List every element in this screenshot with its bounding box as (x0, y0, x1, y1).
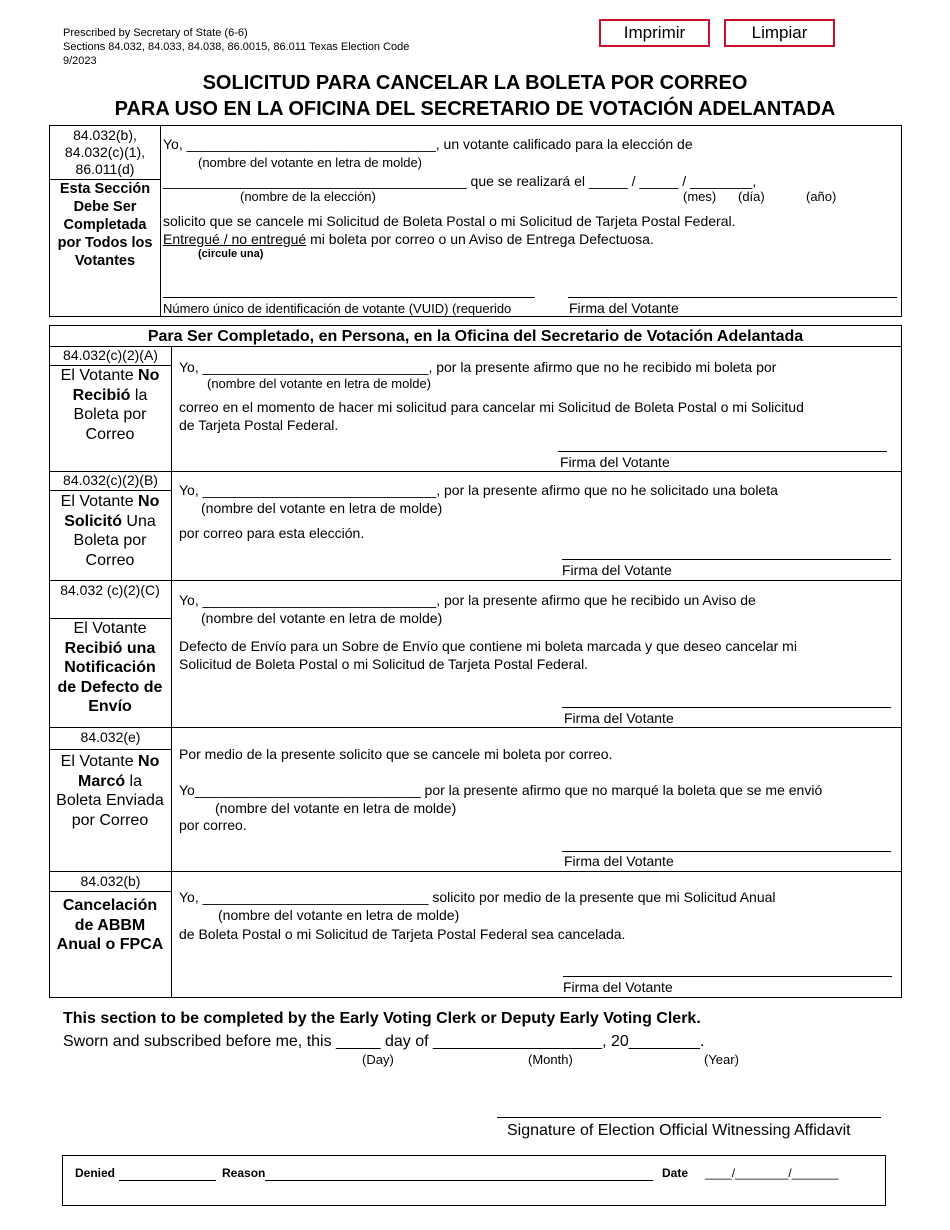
row-c-statement: Yo, ______________________________, por la presente afirmo que he recibido un Aviso de (179, 592, 756, 608)
delivery-statement: Entregué / no entregué mi boleta por correo o un Aviso de Entrega Defectuosa. (163, 231, 654, 247)
year-caption: (año) (806, 189, 837, 204)
clear-button[interactable]: Limpiar (724, 19, 835, 47)
row-d-body1: por correo. (179, 817, 247, 833)
row-c-caption: (nombre del votante en letra de molde) (201, 610, 443, 626)
row-e-caption: (nombre del votante en letra de molde) (218, 907, 460, 923)
row-d-name-field[interactable]: _____________________________ (194, 782, 421, 798)
row-b-name-field[interactable]: ______________________________ (202, 482, 437, 498)
row-a-caption: (nombre del votante en letra de molde) (207, 376, 432, 391)
row-d-intro: Por medio de la presente solicito que se cancele mi boleta por correo. (179, 746, 613, 762)
year-caption-en: (Year) (704, 1052, 739, 1067)
reason-field[interactable] (265, 1180, 653, 1181)
in-person-header: Para Ser Completado, en Persona, en la Oficina del Secretario de Votación Adelantada (147, 328, 804, 345)
row-a-body2: de Tarjeta Postal Federal. (179, 417, 339, 433)
clerk-heading: This section to be completed by the Early Voting Clerk or Deputy Early Voting Clerk. (63, 1010, 701, 1027)
denied-label: Denied (75, 1166, 116, 1180)
reason-label: Reason (222, 1166, 266, 1180)
row-a-label: El Votante No Recibió la Boleta por Correo (60, 367, 160, 443)
row-c-label: El Votante Recibió una Notificación de Defecto de Envío (57, 620, 163, 715)
date-field[interactable]: ____/________/_______ (705, 1166, 839, 1180)
row-a-name-field[interactable]: _____________________________ (202, 359, 429, 375)
row-c-body2: Solicitud de Boleta Postal o mi Solicitud de Tarjeta Postal Federal. (179, 656, 589, 672)
election-date-field[interactable]: _____ / _____ / ________, (588, 173, 757, 189)
row-a-statement: Yo, _____________________________, por la presente afirmo que no he recibido mi boleta por (179, 359, 777, 375)
date-label: Date (662, 1166, 689, 1180)
row-a-code: 84.032(c)(2)(A) (63, 347, 158, 363)
voter-name-field[interactable]: ________________________________ (186, 136, 436, 152)
row-a-body1: correo en el momento de hacer mi solicitud para cancelar mi Solicitud de Boleta Postal o mi Solicitud (179, 399, 804, 415)
row-d-statement: Yo_____________________________ por la presente afirmo que no marqué la boleta que se me envió (179, 782, 823, 798)
row-b-label: El Votante No Solicitó Una Boleta por Correo (60, 493, 160, 569)
row-d-signature: Firma del Votante (564, 853, 674, 869)
day-caption-en: (Day) (362, 1052, 394, 1067)
top-section-code: 84.032(b), 84.032(c)(1), 86.011(d) (64, 127, 146, 177)
election-caption: (nombre de la elección) (240, 189, 376, 204)
row-e-label: Cancelación de ABBM Anual o FPCA (56, 897, 164, 953)
row-e-body1: de Boleta Postal o mi Solicitud de Tarjeta Postal Federal sea cancelada. (179, 926, 626, 942)
row-b-caption: (nombre del votante en letra de molde) (201, 500, 443, 516)
row-e-statement: Yo, _____________________________ solicito por medio de la presente que mi Solicitud Anual (179, 889, 776, 905)
row-d-label: El Votante No Marcó la Boleta Enviada por Correo (56, 753, 164, 829)
print-button[interactable]: Imprimir (599, 19, 710, 47)
cancel-request-text: solicito que se cancele mi Solicitud de Boleta Postal o mi Solicitud de Tarjeta Postal Federal. (163, 213, 736, 229)
top-section-label: Esta Sección Debe Ser Completada por Todos los Votantes (57, 181, 153, 269)
name-caption: (nombre del votante en letra de molde) (198, 155, 423, 170)
form-subtitle: PARA USO EN LA OFICINA DEL SECRETARIO DE VOTACIÓN ADELANTADA (114, 98, 836, 120)
row-b-statement: Yo, ______________________________, por la presente afirmo que no he solicitado una boleta (179, 482, 778, 498)
revision-date: 9/2023 (63, 55, 97, 67)
sections-line: Sections 84.032, 84.033, 84.038, 86.0015, 86.011 Texas Election Code (63, 41, 410, 53)
delivered-choice[interactable]: Entregué / no entregué (163, 231, 307, 247)
row-e-code: 84.032(b) (80, 873, 141, 889)
circle-one-caption: (circule una) (198, 248, 264, 260)
row-e-signature: Firma del Votante (563, 979, 673, 995)
row-d-caption: (nombre del votante en letra de molde) (215, 800, 457, 816)
row-c-name-field[interactable]: ______________________________ (202, 592, 437, 608)
row-c-signature: Firma del Votante (564, 710, 674, 726)
official-signature-label: Signature of Election Official Witnessing Affidavit (507, 1122, 851, 1139)
row-b-body1: por correo para esta elección. (179, 525, 365, 541)
row-d-code: 84.032(e) (80, 729, 141, 745)
election-name-field[interactable]: _______________________________________ (163, 173, 467, 189)
row-c-body1: Defecto de Envío para un Sobre de Envío que contiene mi boleta marcada y que deseo cancelar mi (179, 638, 797, 654)
month-caption-en: (Month) (528, 1052, 573, 1067)
form-title: SOLICITUD PARA CANCELAR LA BOLETA POR CORREO (202, 72, 748, 94)
row-a-signature: Firma del Votante (560, 454, 670, 470)
day-caption: (día) (738, 189, 765, 204)
sworn-statement: Sworn and subscribed before me, this _____ day of ___________________, 20________. (63, 1033, 705, 1050)
vuid-label: Número único de identificación de votante (VUID) (requerido (163, 301, 512, 316)
prescribed-line: Prescribed by Secretary of State (6-6) (63, 27, 248, 39)
election-line: _______________________________________ que se realizará el _____ / _____ / ________, (163, 173, 757, 189)
month-caption: (mes) (683, 189, 717, 204)
row-c-code: 84.032 (c)(2)(C) (60, 582, 160, 598)
top-yo-line: Yo, ________________________________, un votante calificado para la elección de (163, 136, 693, 152)
prescribed-info (63, 26, 409, 68)
row-e-name-field[interactable]: _____________________________ (202, 889, 429, 905)
row-b-code: 84.032(c)(2)(B) (63, 472, 158, 488)
top-signature-label: Firma del Votante (569, 300, 679, 316)
row-b-signature: Firma del Votante (562, 562, 672, 578)
denied-field[interactable] (119, 1180, 216, 1181)
